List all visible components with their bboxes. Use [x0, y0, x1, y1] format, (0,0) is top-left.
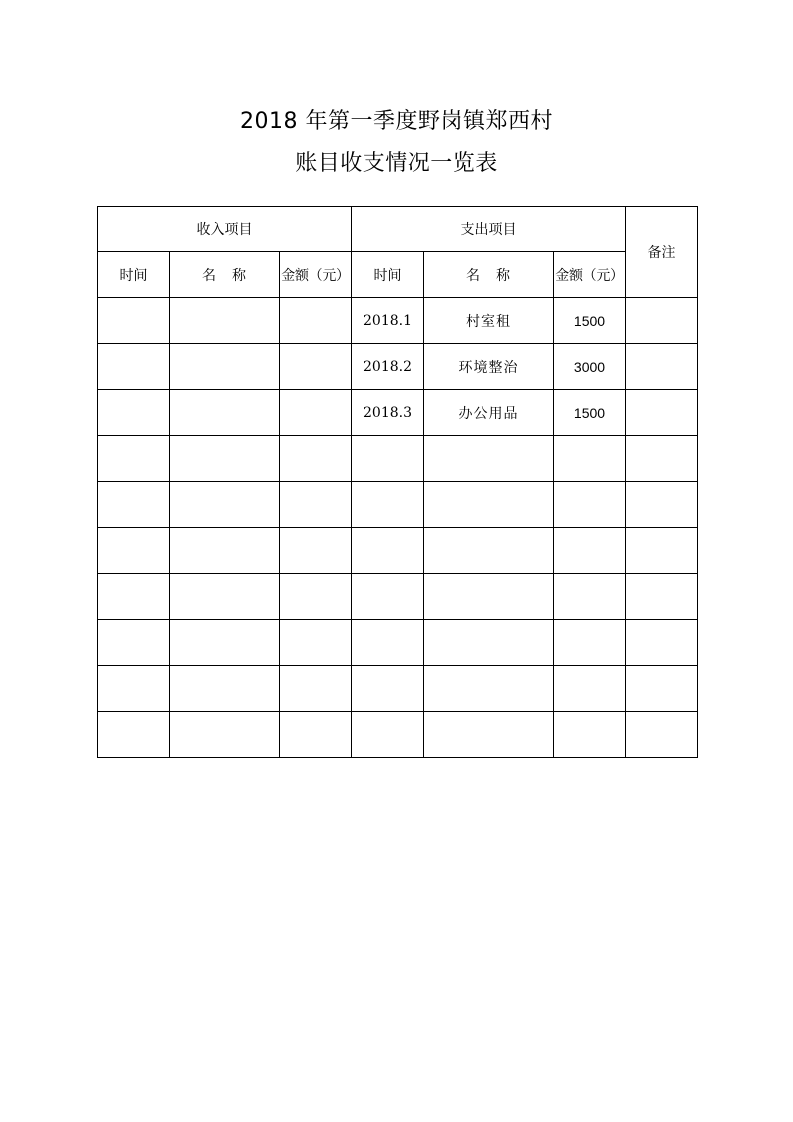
table-row	[98, 482, 698, 528]
expense-amount-cell	[554, 436, 626, 482]
income-name-cell	[170, 344, 280, 390]
expense-name-cell	[424, 528, 554, 574]
remark-cell	[626, 482, 698, 528]
expense-time-cell	[352, 712, 424, 758]
income-name-cell	[170, 482, 280, 528]
expense-time-cell	[352, 528, 424, 574]
income-time-cell	[98, 712, 170, 758]
income-amount-header: 金额（元）	[280, 252, 352, 298]
expense-name-cell	[424, 666, 554, 712]
group-header-row	[98, 207, 698, 252]
expense-name-cell: 环境整治	[424, 344, 554, 390]
expense-time-cell	[352, 574, 424, 620]
expense-time-cell	[352, 436, 424, 482]
table-row	[98, 344, 698, 390]
table-row	[98, 390, 698, 436]
expense-amount-cell	[554, 712, 626, 758]
expense-name-cell: 村室租	[424, 298, 554, 344]
income-time-cell	[98, 390, 170, 436]
income-time-header: 时间	[98, 252, 170, 298]
expense-amount-cell: 1500	[554, 390, 626, 436]
remark-cell	[626, 390, 698, 436]
expense-group-header: 支出项目	[352, 207, 626, 252]
expense-name-cell	[424, 482, 554, 528]
income-time-cell	[98, 574, 170, 620]
expense-amount-header: 金额（元）	[554, 252, 626, 298]
ledger-table	[97, 206, 698, 758]
expense-amount-cell	[554, 620, 626, 666]
income-name-cell	[170, 436, 280, 482]
expense-name-cell: 办公用品	[424, 390, 554, 436]
expense-time-cell: 2018.2	[352, 344, 424, 390]
table-row	[98, 574, 698, 620]
income-time-cell	[98, 666, 170, 712]
income-amount-cell	[280, 666, 352, 712]
income-name-cell	[170, 620, 280, 666]
table-row	[98, 436, 698, 482]
remark-cell	[626, 344, 698, 390]
expense-amount-cell: 1500	[554, 298, 626, 344]
income-amount-cell	[280, 528, 352, 574]
expense-name-header: 名 称	[424, 252, 554, 298]
remark-cell	[626, 620, 698, 666]
income-time-cell	[98, 436, 170, 482]
expense-name-cell	[424, 712, 554, 758]
expense-amount-cell	[554, 482, 626, 528]
income-group-header: 收入项目	[98, 207, 352, 252]
remark-cell	[626, 528, 698, 574]
income-amount-cell	[280, 482, 352, 528]
table-row	[98, 712, 698, 758]
income-amount-cell	[280, 436, 352, 482]
remark-cell	[626, 436, 698, 482]
column-header-row	[98, 252, 698, 298]
income-name-cell	[170, 528, 280, 574]
income-name-cell	[170, 666, 280, 712]
income-time-cell	[98, 482, 170, 528]
expense-amount-cell	[554, 666, 626, 712]
expense-time-header: 时间	[352, 252, 424, 298]
remark-cell	[626, 712, 698, 758]
income-time-cell	[98, 344, 170, 390]
income-time-cell	[98, 620, 170, 666]
expense-amount-cell	[554, 574, 626, 620]
income-time-cell	[98, 298, 170, 344]
expense-time-cell: 2018.3	[352, 390, 424, 436]
income-amount-cell	[280, 574, 352, 620]
remark-cell	[626, 666, 698, 712]
expense-name-cell	[424, 574, 554, 620]
expense-name-cell	[424, 620, 554, 666]
income-amount-cell	[280, 298, 352, 344]
expense-amount-cell: 3000	[554, 344, 626, 390]
income-time-cell	[98, 528, 170, 574]
remarks-header: 备注	[626, 207, 698, 298]
table-row	[98, 298, 698, 344]
table-row	[98, 528, 698, 574]
income-amount-cell	[280, 390, 352, 436]
table-row	[98, 620, 698, 666]
income-amount-cell	[280, 344, 352, 390]
table-row	[98, 666, 698, 712]
income-amount-cell	[280, 620, 352, 666]
expense-time-cell	[352, 620, 424, 666]
document-title-line2: 账目收支情况一览表	[295, 151, 498, 176]
remark-cell	[626, 574, 698, 620]
expense-time-cell: 2018.1	[352, 298, 424, 344]
income-name-cell	[170, 712, 280, 758]
income-name-cell	[170, 298, 280, 344]
remark-cell	[626, 298, 698, 344]
income-name-header: 名 称	[170, 252, 280, 298]
expense-time-cell	[352, 666, 424, 712]
expense-name-cell	[424, 436, 554, 482]
income-name-cell	[170, 574, 280, 620]
income-name-cell	[170, 390, 280, 436]
expense-amount-cell	[554, 528, 626, 574]
income-amount-cell	[280, 712, 352, 758]
expense-time-cell	[352, 482, 424, 528]
document-title-line1: 2018 年第一季度野岗镇郑西村	[240, 109, 553, 134]
